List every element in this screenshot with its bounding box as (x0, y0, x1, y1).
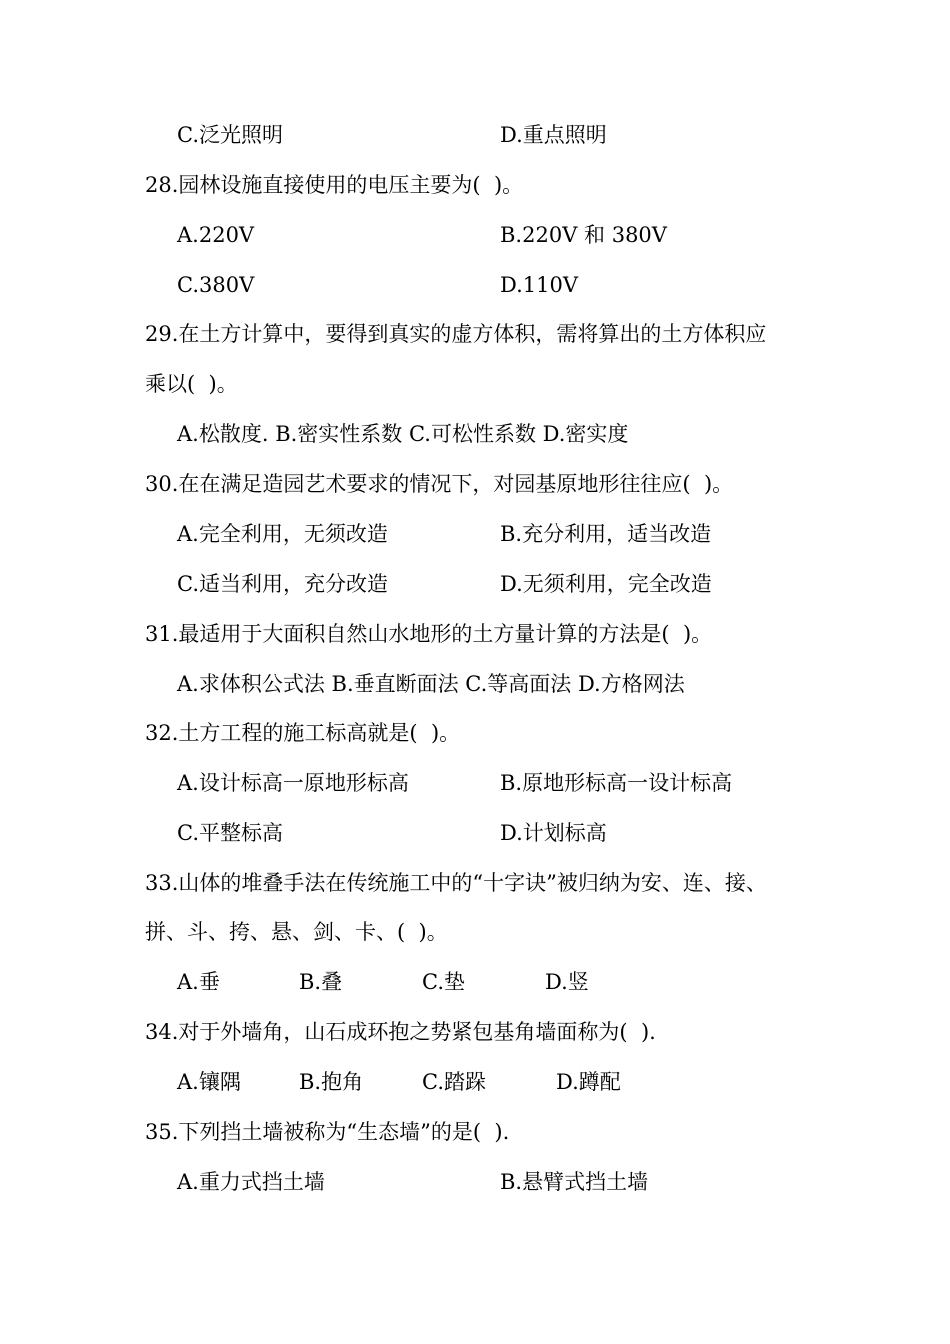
q30-stem: 30.在在满足造园艺术要求的情况下，对园基原地形往往应( )。 (145, 472, 734, 496)
q33-option-b: B.叠 (299, 970, 343, 994)
q33-option-c: C.垫 (422, 970, 465, 994)
q27-option-d: D.重点照明 (500, 123, 607, 147)
q30-option-c: C.适当利用，充分改造 (177, 572, 388, 596)
q32-stem: 32.土方工程的施工标高就是( )。 (145, 721, 461, 745)
q28-option-d: D.110V (500, 273, 579, 297)
q34-stem: 34.对于外墙角，山石成环抱之势紧包基角墙面称为( ). (145, 1020, 656, 1044)
q29-stem-line2: 乘以( )。 (145, 372, 238, 396)
q35-stem: 35.下列挡土墙被称为“生态墙”的是( ). (145, 1120, 510, 1144)
q31-options: A.求体积公式法 B.垂直断面法 C.等高面法 D.方格网法 (177, 672, 685, 696)
q33-stem-line1: 33.山体的堆叠手法在传统施工中的“十字诀”被归纳为安、连、接、 (145, 871, 767, 895)
q32-option-a: A.设计标高一原地形标高 (177, 771, 409, 795)
q34-option-b: B.抱角 (299, 1070, 364, 1094)
q30-option-b: B.充分利用，适当改造 (500, 522, 712, 546)
q29-options: A.松散度. B.密实性系数 C.可松性系数 D.密实度 (177, 422, 629, 446)
q28-stem: 28.园林设施直接使用的电压主要为( )。 (145, 173, 524, 197)
q27-option-c: C.泛光照明 (177, 123, 283, 147)
q31-stem: 31.最适用于大面积自然山水地形的土方量计算的方法是( )。 (145, 622, 713, 646)
q35-option-b: B.悬臂式挡土墙 (500, 1170, 649, 1194)
q29-stem-line1: 29.在土方计算中，要得到真实的虚方体积，需将算出的土方体积应 (145, 322, 767, 346)
q34-option-d: D.蹲配 (556, 1070, 621, 1094)
q33-option-a: A.垂 (177, 970, 220, 994)
q30-option-a: A.完全利用，无须改造 (177, 522, 388, 546)
q34-option-c: C.踏跺 (422, 1070, 486, 1094)
q35-option-a: A.重力式挡土墙 (177, 1170, 325, 1194)
q32-option-b: B.原地形标高一设计标高 (500, 771, 733, 795)
q28-option-a: A.220V (177, 223, 255, 247)
q28-option-b: B.220V 和 380V (500, 223, 667, 247)
q32-option-d: D.计划标高 (500, 821, 607, 845)
q32-option-c: C.平整标高 (177, 821, 283, 845)
q28-option-c: C.380V (177, 273, 255, 297)
q34-option-a: A.镶隅 (177, 1070, 241, 1094)
q33-stem-line2: 拼、斗、挎、悬、剑、卡、( )。 (145, 920, 448, 944)
q30-option-d: D.无须利用，完全改造 (500, 572, 712, 596)
q33-option-d: D.竖 (545, 970, 589, 994)
